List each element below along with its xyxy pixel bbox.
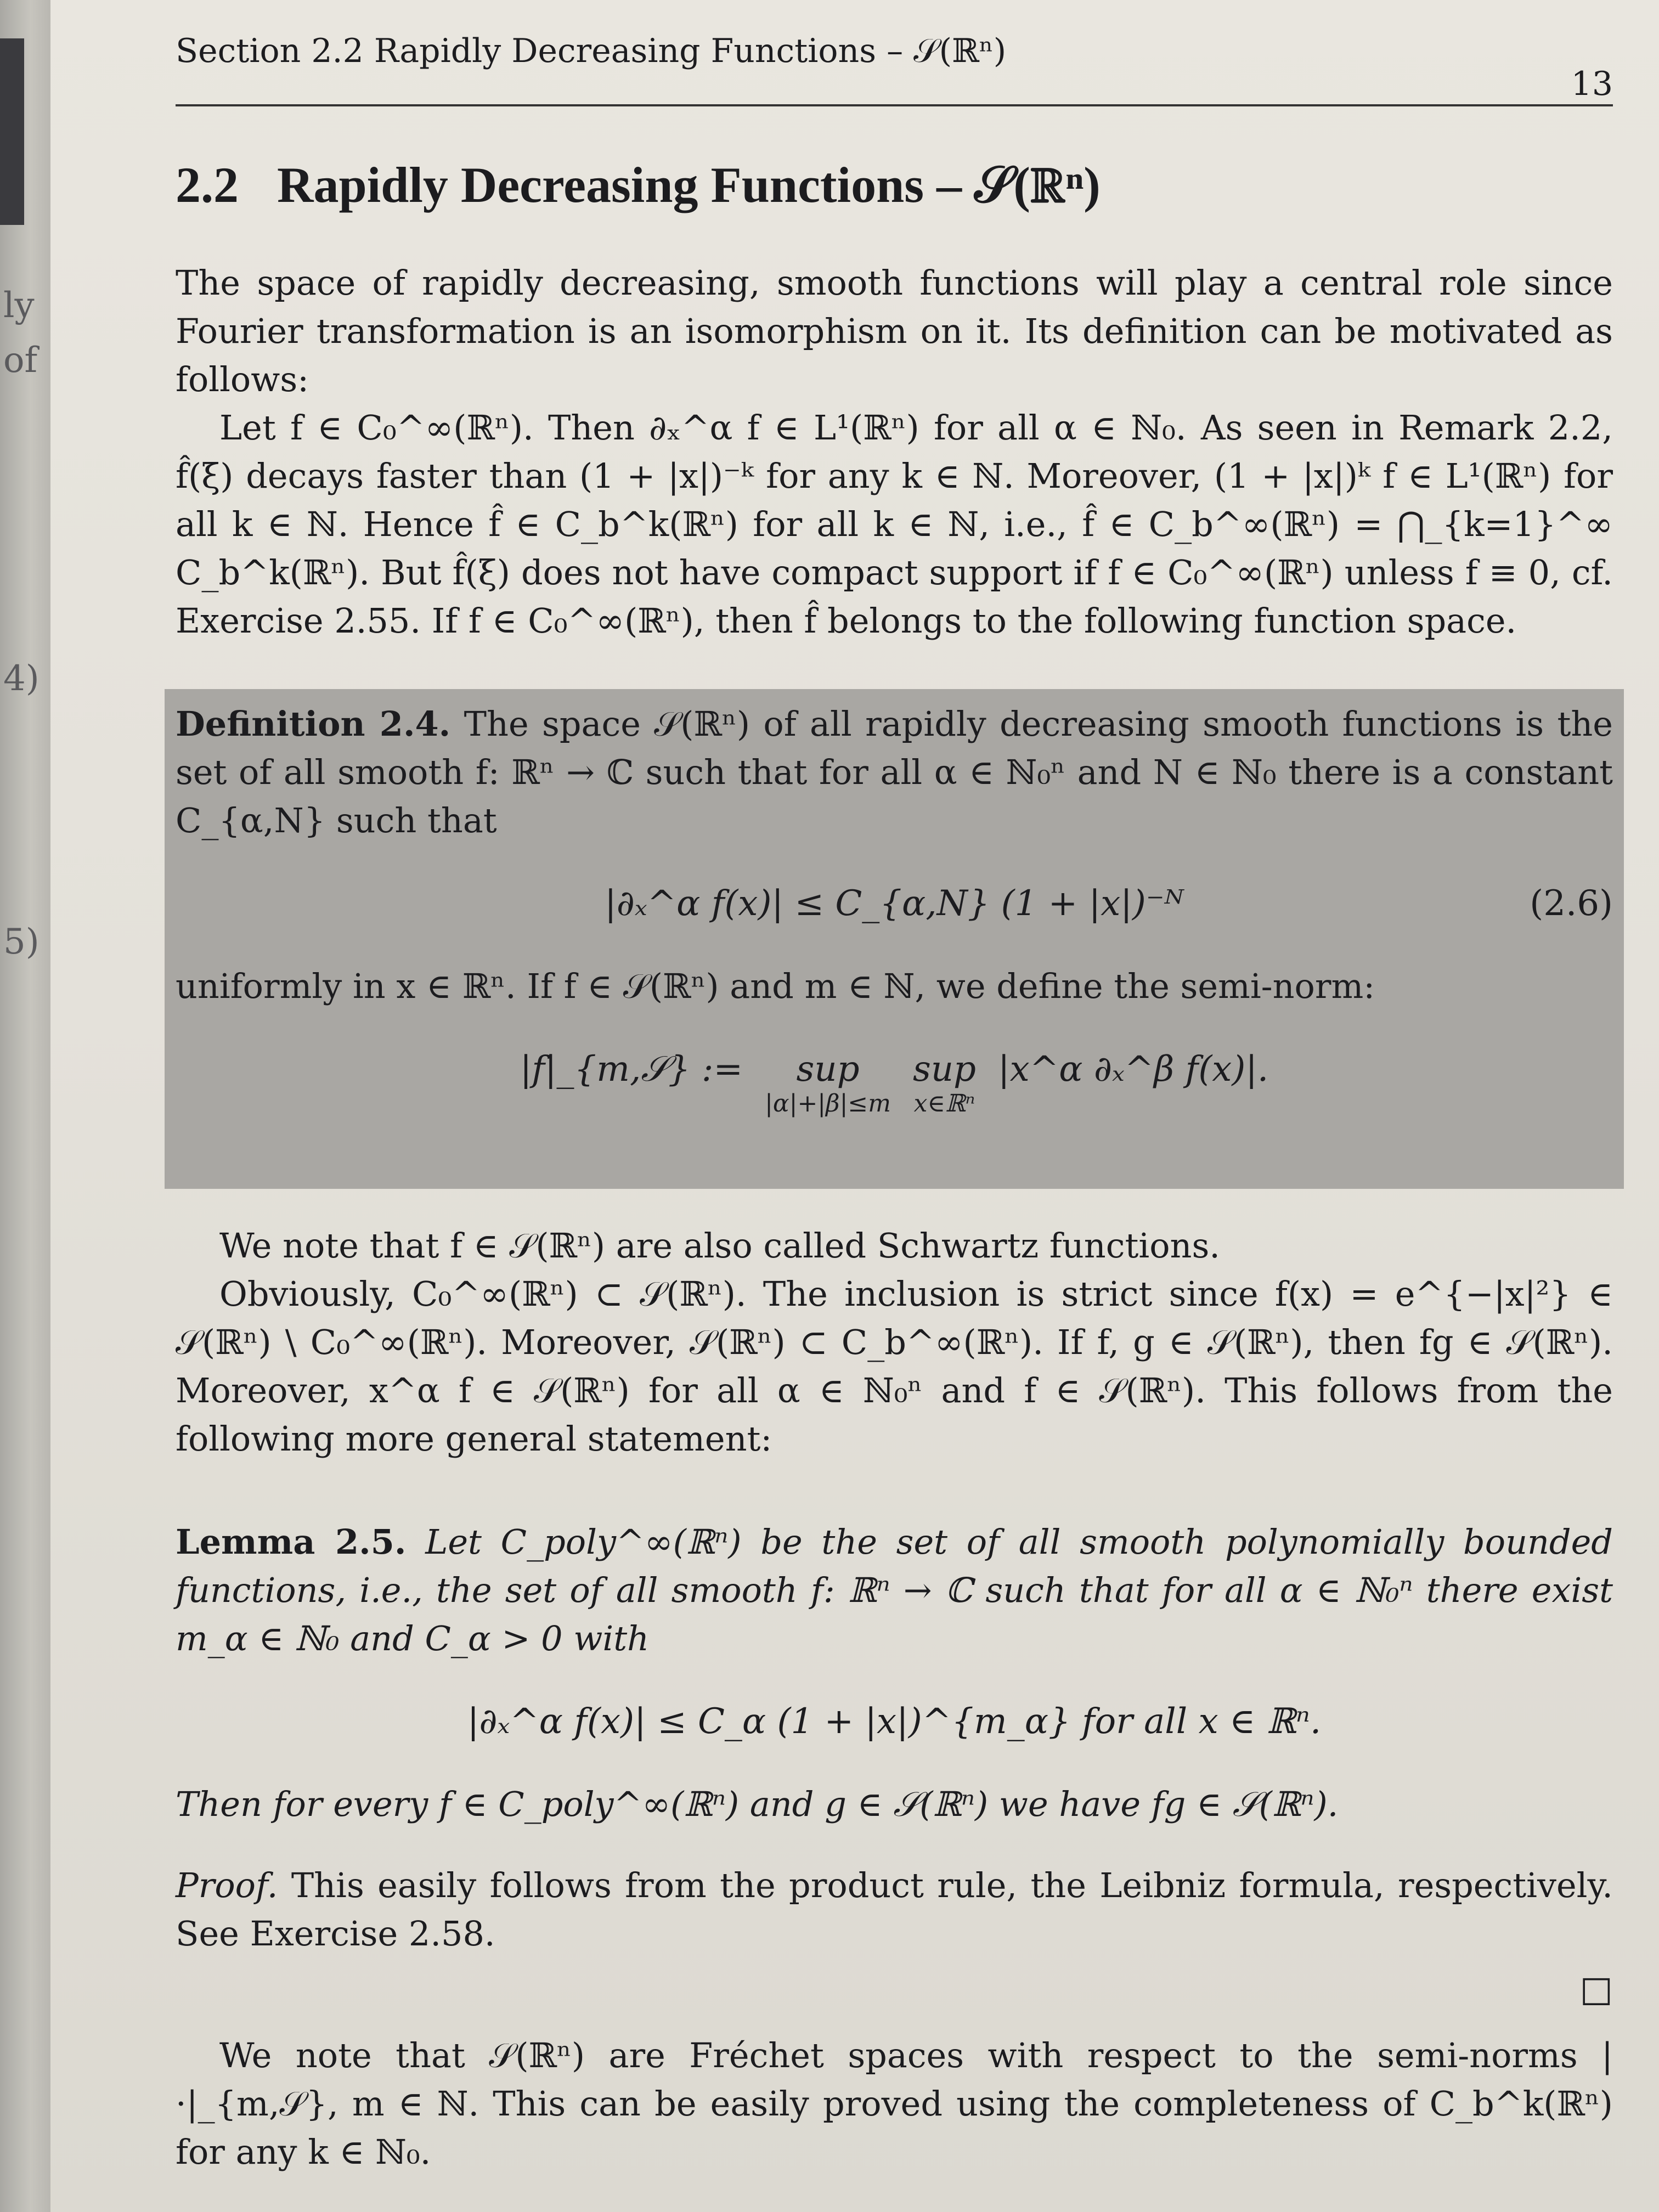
proof-paragraph [176, 1861, 1613, 1958]
inclusion-paragraph: Obviously, C₀^∞(ℝⁿ) ⊂ 𝒮(ℝⁿ). The inclusion is strict since f(x) = e^{−|x|²} ∈ 𝒮(ℝⁿ) \ C₀^∞(ℝⁿ). Moreover, 𝒮(ℝⁿ) ⊂ C_b^∞(ℝⁿ). If f, g ∈ 𝒮(ℝⁿ), then fg ∈ 𝒮(ℝⁿ). Moreover, x^α f ∈ 𝒮(ℝⁿ) for all α ∈ ℕ₀ⁿ and f ∈ 𝒮(ℝⁿ). This follows from the following more general statement: [176, 1274, 1613, 1459]
lemma-text [176, 1518, 1613, 1663]
sup-subscript: |α|+|β|≤m [765, 1090, 891, 1118]
equation-body: |∂ₓ^α f(x)| ≤ C_{α,N} (1 + |x|)⁻ᴺ [605, 883, 1184, 924]
definition-box [165, 689, 1624, 1189]
lemma-body: Let C_poly^∞(ℝⁿ) be the set of all smooth polynomially bounded functions, i.e., the set of all smooth f: ℝⁿ → ℂ such that for all α ∈ ℕ₀ⁿ there exist m_α ∈ ℕ₀ and C_α > 0 with [176, 1522, 1613, 1658]
sup-subscript: x∈ℝⁿ [913, 1090, 975, 1118]
section-title: Rapidly Decreasing Functions – 𝒮(ℝⁿ) [277, 157, 1101, 213]
sup-operator-1 [765, 1049, 891, 1118]
definition-text [176, 700, 1613, 845]
margin-fragment: 4) [3, 658, 40, 699]
section-heading [176, 156, 1613, 215]
seminorm-equation [176, 1049, 1613, 1118]
frechet-paragraph: We note that 𝒮(ℝⁿ) are Fréchet spaces with respect to the semi-norms |·|_{m,𝒮}, m ∈ ℕ. This can be easily proved using the completeness of C_b^k(ℝⁿ) for any k ∈ ℕ₀. [176, 2035, 1613, 2172]
lemma-block [176, 1518, 1613, 1829]
sup-label: sup [796, 1049, 860, 1090]
proof-label: Proof. [176, 1865, 278, 1905]
equation-number: (2.6) [1530, 883, 1613, 924]
binder-tab [0, 38, 24, 225]
definition-text-2: uniformly in x ∈ ℝⁿ. If f ∈ 𝒮(ℝⁿ) and m ∈ ℕ, we define the semi-norm: [176, 966, 1375, 1006]
sup-operator-2 [913, 1049, 976, 1118]
seminorm-lhs: |f|_{m,𝒮} := [520, 1049, 743, 1090]
book-page [50, 0, 1659, 2212]
motivation-paragraph: Let f ∈ C₀^∞(ℝⁿ). Then ∂ₓ^α f ∈ L¹(ℝⁿ) for all α ∈ ℕ₀. As seen in Remark 2.2, f̂(ξ) decays faster than (1 + |x|)⁻ᵏ for any k ∈ ℕ. Moreover, (1 + |x|)ᵏ f ∈ L¹(ℝⁿ) for all k ∈ ℕ. Hence f̂ ∈ C_b^k(ℝⁿ) for all k ∈ ℕ, i.e., f̂ ∈ C_b^∞(ℝⁿ) = ⋂_{k=1}^∞ C_b^k(ℝⁿ). But f̂(ξ) does not have compact support if f ∈ C₀^∞(ℝⁿ) unless f ≡ 0, cf. Exercise 2.55. If f ∈ C₀^∞(ℝⁿ), then f̂ belongs to the following function space. [176, 408, 1613, 641]
seminorm-rhs: |x^α ∂ₓ^β f(x)|. [998, 1049, 1269, 1090]
page-content [176, 22, 1613, 2176]
margin-fragment: of [3, 340, 38, 381]
proof-body: This easily follows from the product rule, the Leibniz formula, respectively. See Exercise 2.58. [176, 1865, 1613, 1954]
definition-label: Definition 2.4. [176, 704, 451, 744]
margin-fragment: ly [3, 285, 35, 326]
definition-equation [176, 883, 1613, 924]
section-number: 2.2 [176, 157, 239, 213]
definition-body: The space 𝒮(ℝⁿ) of all rapidly decreasing smooth functions is the set of all smooth f: ℝⁿ → ℂ such that for all α ∈ ℕ₀ⁿ and N ∈ ℕ₀ there is a constant C_{α,N} such that [176, 704, 1613, 840]
page-number: 13 [1571, 65, 1613, 103]
lemma-equation: |∂ₓ^α f(x)| ≤ C_α (1 + |x|)^{m_α} for all x ∈ ℝⁿ. [467, 1701, 1322, 1742]
qed-symbol: □ [1579, 1969, 1613, 2010]
lemma-conclusion [176, 1780, 1613, 1829]
margin-fragment: 5) [3, 922, 40, 962]
sup-label: sup [912, 1049, 977, 1090]
lemma-label: Lemma 2.5. [176, 1522, 407, 1562]
lemma-conclusion-text: Then for every f ∈ C_poly^∞(ℝⁿ) and g ∈ 𝒮(ℝⁿ) we have fg ∈ 𝒮(ℝⁿ). [176, 1784, 1339, 1824]
schwartz-note: We note that f ∈ 𝒮(ℝⁿ) are also called Schwartz functions. [219, 1226, 1220, 1266]
running-title: Section 2.2 Rapidly Decreasing Functions – 𝒮(ℝⁿ) [176, 32, 1007, 70]
running-header [176, 22, 1613, 106]
left-page-edge [0, 0, 50, 2212]
intro-paragraph: The space of rapidly decreasing, smooth functions will play a central role since Fourier transformation is an isomorphism on it. Its definition can be motivated as follows: [176, 263, 1613, 399]
